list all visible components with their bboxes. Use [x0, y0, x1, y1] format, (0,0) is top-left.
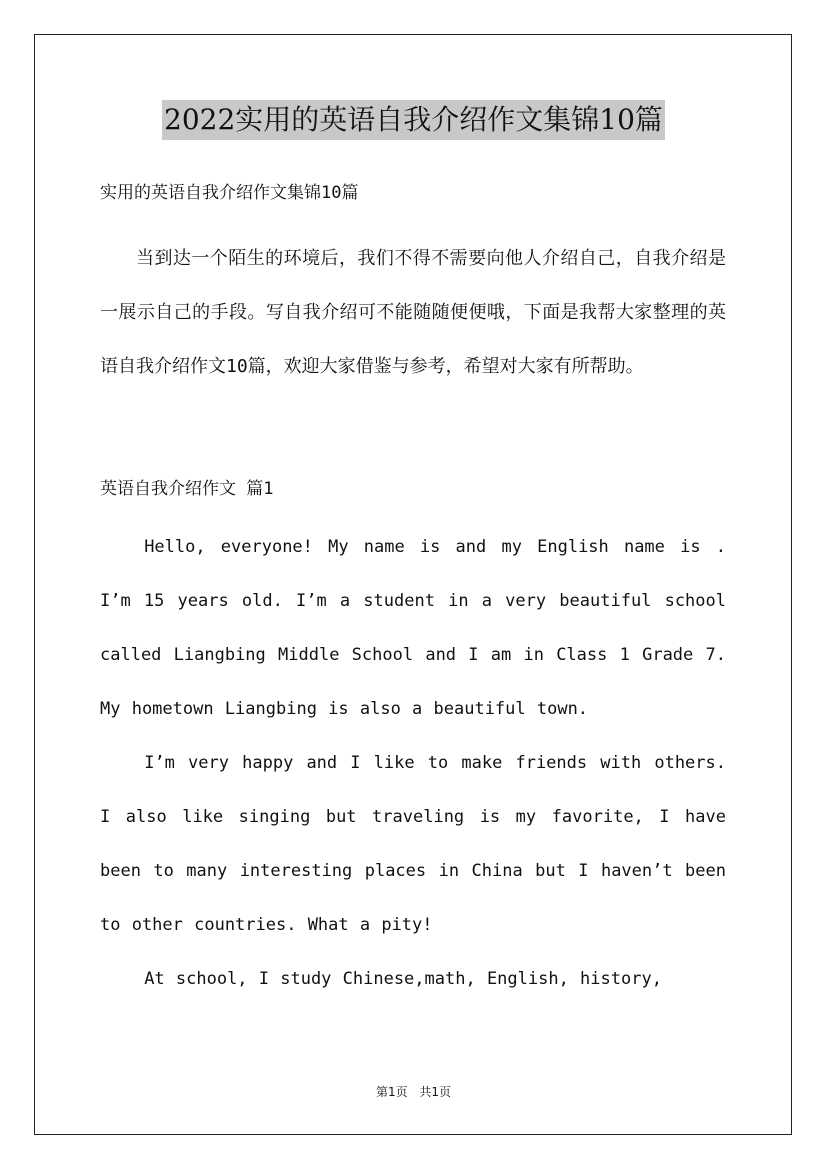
body-paragraph: I’m very happy and I like to make friends with others. I also like singing but traveling is my favorite, I have been to many interesting places in China but I haven’t been to other countries. What a pity!: [100, 753, 726, 935]
body-paragraph: At school, I study Chinese,math, English, history,: [144, 969, 662, 989]
document-subtitle: 实用的英语自我介绍作文集锦10篇: [100, 183, 359, 203]
page-footer: [0, 1083, 827, 1101]
page-number: 第1页: [375, 1085, 408, 1099]
document-body: [100, 178, 726, 1006]
title-wrap: [0, 100, 827, 140]
intro-paragraph: 当到达一个陌生的环境后，我们不得不需要向他人介绍自己，自我介绍是一展示自己的手段。写自我介绍可不能随随便便哦，下面是我帮大家整理的英语自我介绍作文10篇，欢迎大家借鉴与参考，希望对大家有所帮助。: [100, 248, 726, 377]
section-heading: 英语自我介绍作文 篇1: [100, 479, 274, 499]
page-total: 共1页: [419, 1085, 452, 1099]
document-title: 2022实用的英语自我介绍作文集锦10篇: [162, 100, 665, 140]
body-paragraph: Hello, everyone! My name is and my English name is . I’m 15 years old. I’m a student in a very beautiful school called Liangbing Middle School and I am in Class 1 Grade 7. My hometown Liangbing is also a beautiful town.: [100, 537, 726, 719]
